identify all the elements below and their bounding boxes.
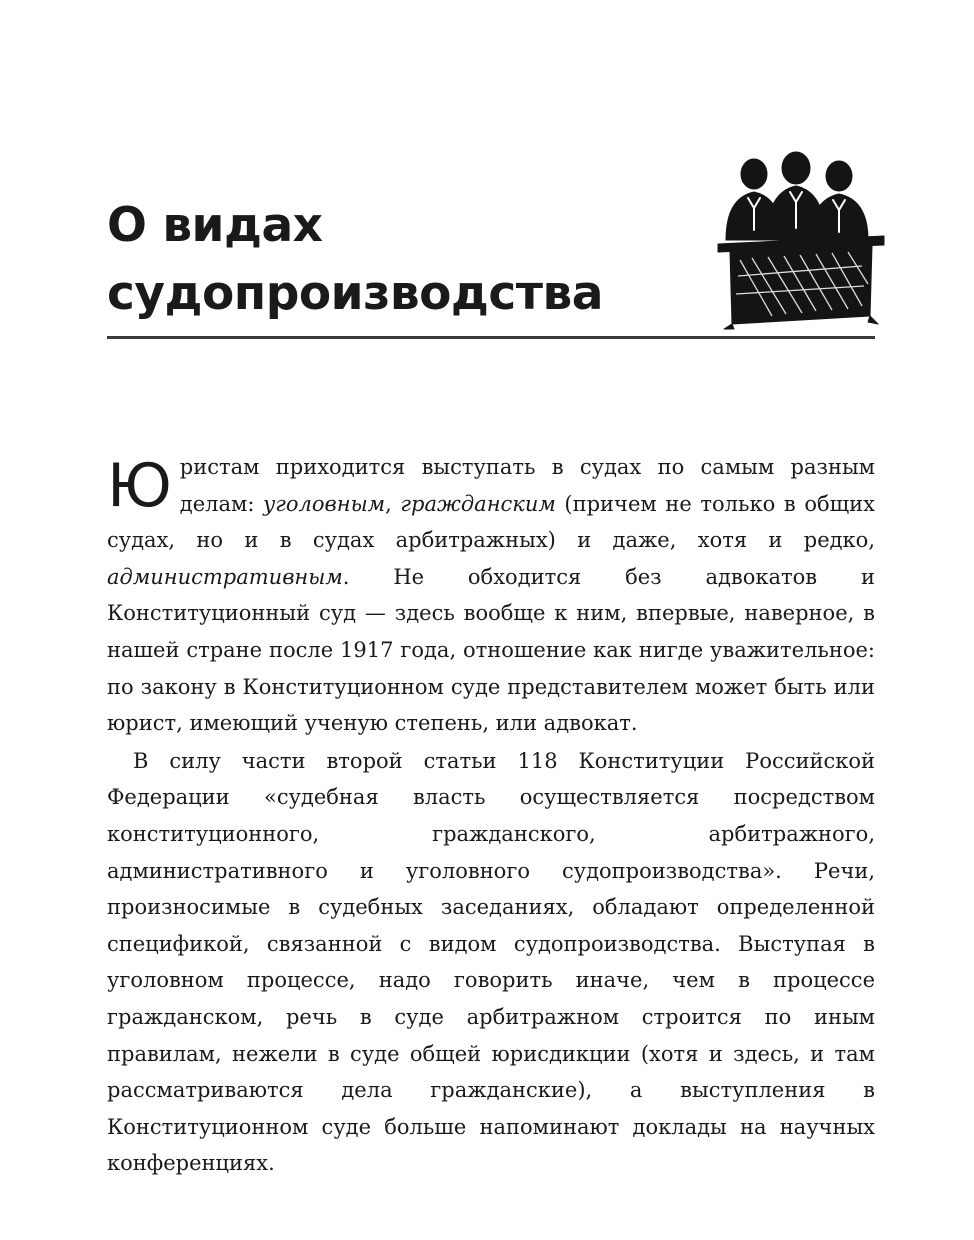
emphasis-civil: гражданским xyxy=(400,491,556,516)
title-divider xyxy=(107,336,875,339)
chapter-title xyxy=(107,192,707,328)
drop-cap: Ю xyxy=(107,451,172,521)
judges-panel-icon xyxy=(712,148,887,330)
paragraph-1 xyxy=(107,449,875,742)
chapter-title-line-2: судопроизводства xyxy=(107,266,603,321)
paragraph-1-text-1: ристам приходится выступать в судах по самым разным делам: xyxy=(179,455,875,516)
emphasis-administrative: административным xyxy=(107,564,343,589)
paragraph-1-text-3: (причем не только в общих судах, но и в судах арбитражных) и даже, хотя и редко, xyxy=(107,491,875,553)
paragraph-1-text-2: , xyxy=(385,491,401,516)
paragraph-1-text-4: . Не обходится без адвокатов и Конституционный суд — здесь вообще к ним, впервые, наверное, в нашей стране после 1917 года, отношение как нигде уважительное: по закону в Конституционном суде представителем может быть или юрист, имеющий ученую степень, или адвокат. xyxy=(107,564,875,736)
paragraph-2: В силу части второй статьи 118 Конституции Российской Федерации «судебная власть осуществляется посредством конституционного, гражданского, арбитражного, административного и уголовного судопроизводства». Речи, произносимые в судебных заседаниях, обладают определенной спецификой, связанной с видом судопроизводства. Выступая в уголовном процессе, надо говорить иначе, чем в процессе гражданском, речь в суде арбитражном строится по иным правилам, нежели в суде общей юрисдикции (хотя и здесь, и там рассматриваются дела гражданские), а выступления в Конституционном суде больше напоминают доклады на научных конференциях. xyxy=(107,748,875,1176)
chapter-title-line-1: О видах xyxy=(107,198,323,253)
emphasis-criminal: уголовным xyxy=(263,491,386,516)
body-text xyxy=(107,449,875,1182)
